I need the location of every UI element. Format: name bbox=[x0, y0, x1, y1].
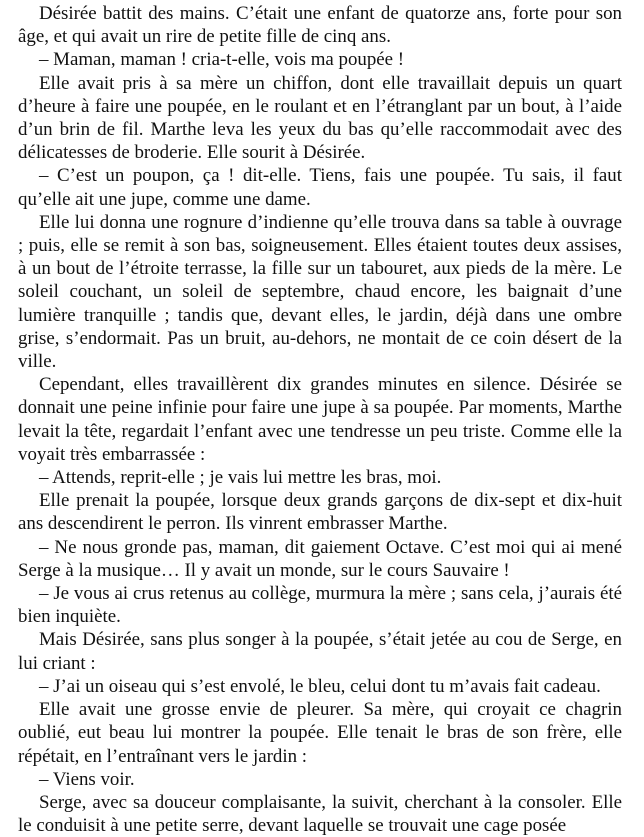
paragraph: Mais Désirée, sans plus songer à la poupée, s’était jetée au cou de Serge, en lui criant : bbox=[18, 629, 622, 674]
paragraph: Désirée battit des mains. C’était une enfant de quatorze ans, forte pour son âge, et qui avait un rire de petite fille de cinq ans. bbox=[18, 3, 622, 48]
paragraph: – Je vous ai crus retenus au collège, murmura la mère ; sans cela, j’aurais été bien inquiète. bbox=[18, 583, 622, 628]
paragraph: – Maman, maman ! cria-t-elle, vois ma poupée ! bbox=[39, 49, 405, 71]
paragraph: Elle avait une grosse envie de pleurer. Sa mère, qui croyait ce chagrin oublié, eut beau lui montrer la poupée. Elle tenait le bras de son frère, elle répétait, en l’entraînant vers le jardin : bbox=[18, 699, 622, 767]
document-page bbox=[18, 2, 622, 837]
paragraph: Elle prenait la poupée, lorsque deux grands garçons de dix-sept et dix-huit ans descendirent le perron. Ils vinrent embrasser Marthe. bbox=[18, 490, 622, 535]
paragraph: – Viens voir. bbox=[39, 768, 135, 790]
paragraph: – J’ai un oiseau qui s’est envolé, le bleu, celui dont tu m’avais fait cadeau. bbox=[39, 675, 601, 697]
paragraph-last: Serge, avec sa douceur complaisante, la suivit, cherchant à la consoler. Elle le conduisit à une petite serre, devant laquelle se trouvait une cage posée bbox=[18, 791, 622, 837]
paragraph: – Ne nous gronde pas, maman, dit gaiement Octave. C’est moi qui ai mené Serge à la musique… Il y avait un monde, sur le cours Sauvaire ! bbox=[18, 536, 622, 581]
paragraph: – Attends, reprit-elle ; je vais lui mettre les bras, moi. bbox=[39, 467, 442, 489]
paragraph: Elle lui donna une rognure d’indienne qu’elle trouva dans sa table à ouvrage ; puis, elle se remit à son bas, soigneusement. Elles étaient toutes deux assises, à un bout de l’étroite terrasse, la fille sur un tabouret, aux pieds de la mère. Le soleil couchant, un soleil de septembre, chaud encore, les baignait d’une lumière tranquille ; tandis que, devant elles, le jardin, déjà dans une ombre grise, s’endormait. Pas un bruit, au-dehors, ne montait de ce coin désert de la ville. bbox=[18, 211, 622, 373]
paragraph: – C’est un poupon, ça ! dit-elle. Tiens, fais une poupée. Tu sais, il faut qu’elle ait une jupe, comme une dame. bbox=[18, 165, 622, 210]
paragraph: Elle avait pris à sa mère un chiffon, dont elle travaillait depuis un quart d’heure à faire une poupée, en le roulant et en l’étranglant par un bout, à l’aide d’un brin de fil. Marthe leva les yeux du bas qu’elle raccommodait avec des délicatesses de broderie. Elle sourit à Désirée. bbox=[18, 72, 622, 164]
paragraph: Cependant, elles travaillèrent dix grandes minutes en silence. Désirée se donnait une peine infinie pour faire une jupe à sa poupée. Par moments, Marthe levait la tête, regardait l’enfant avec une tendresse un peu triste. Comme elle la voyait très embarrassée : bbox=[18, 374, 622, 465]
